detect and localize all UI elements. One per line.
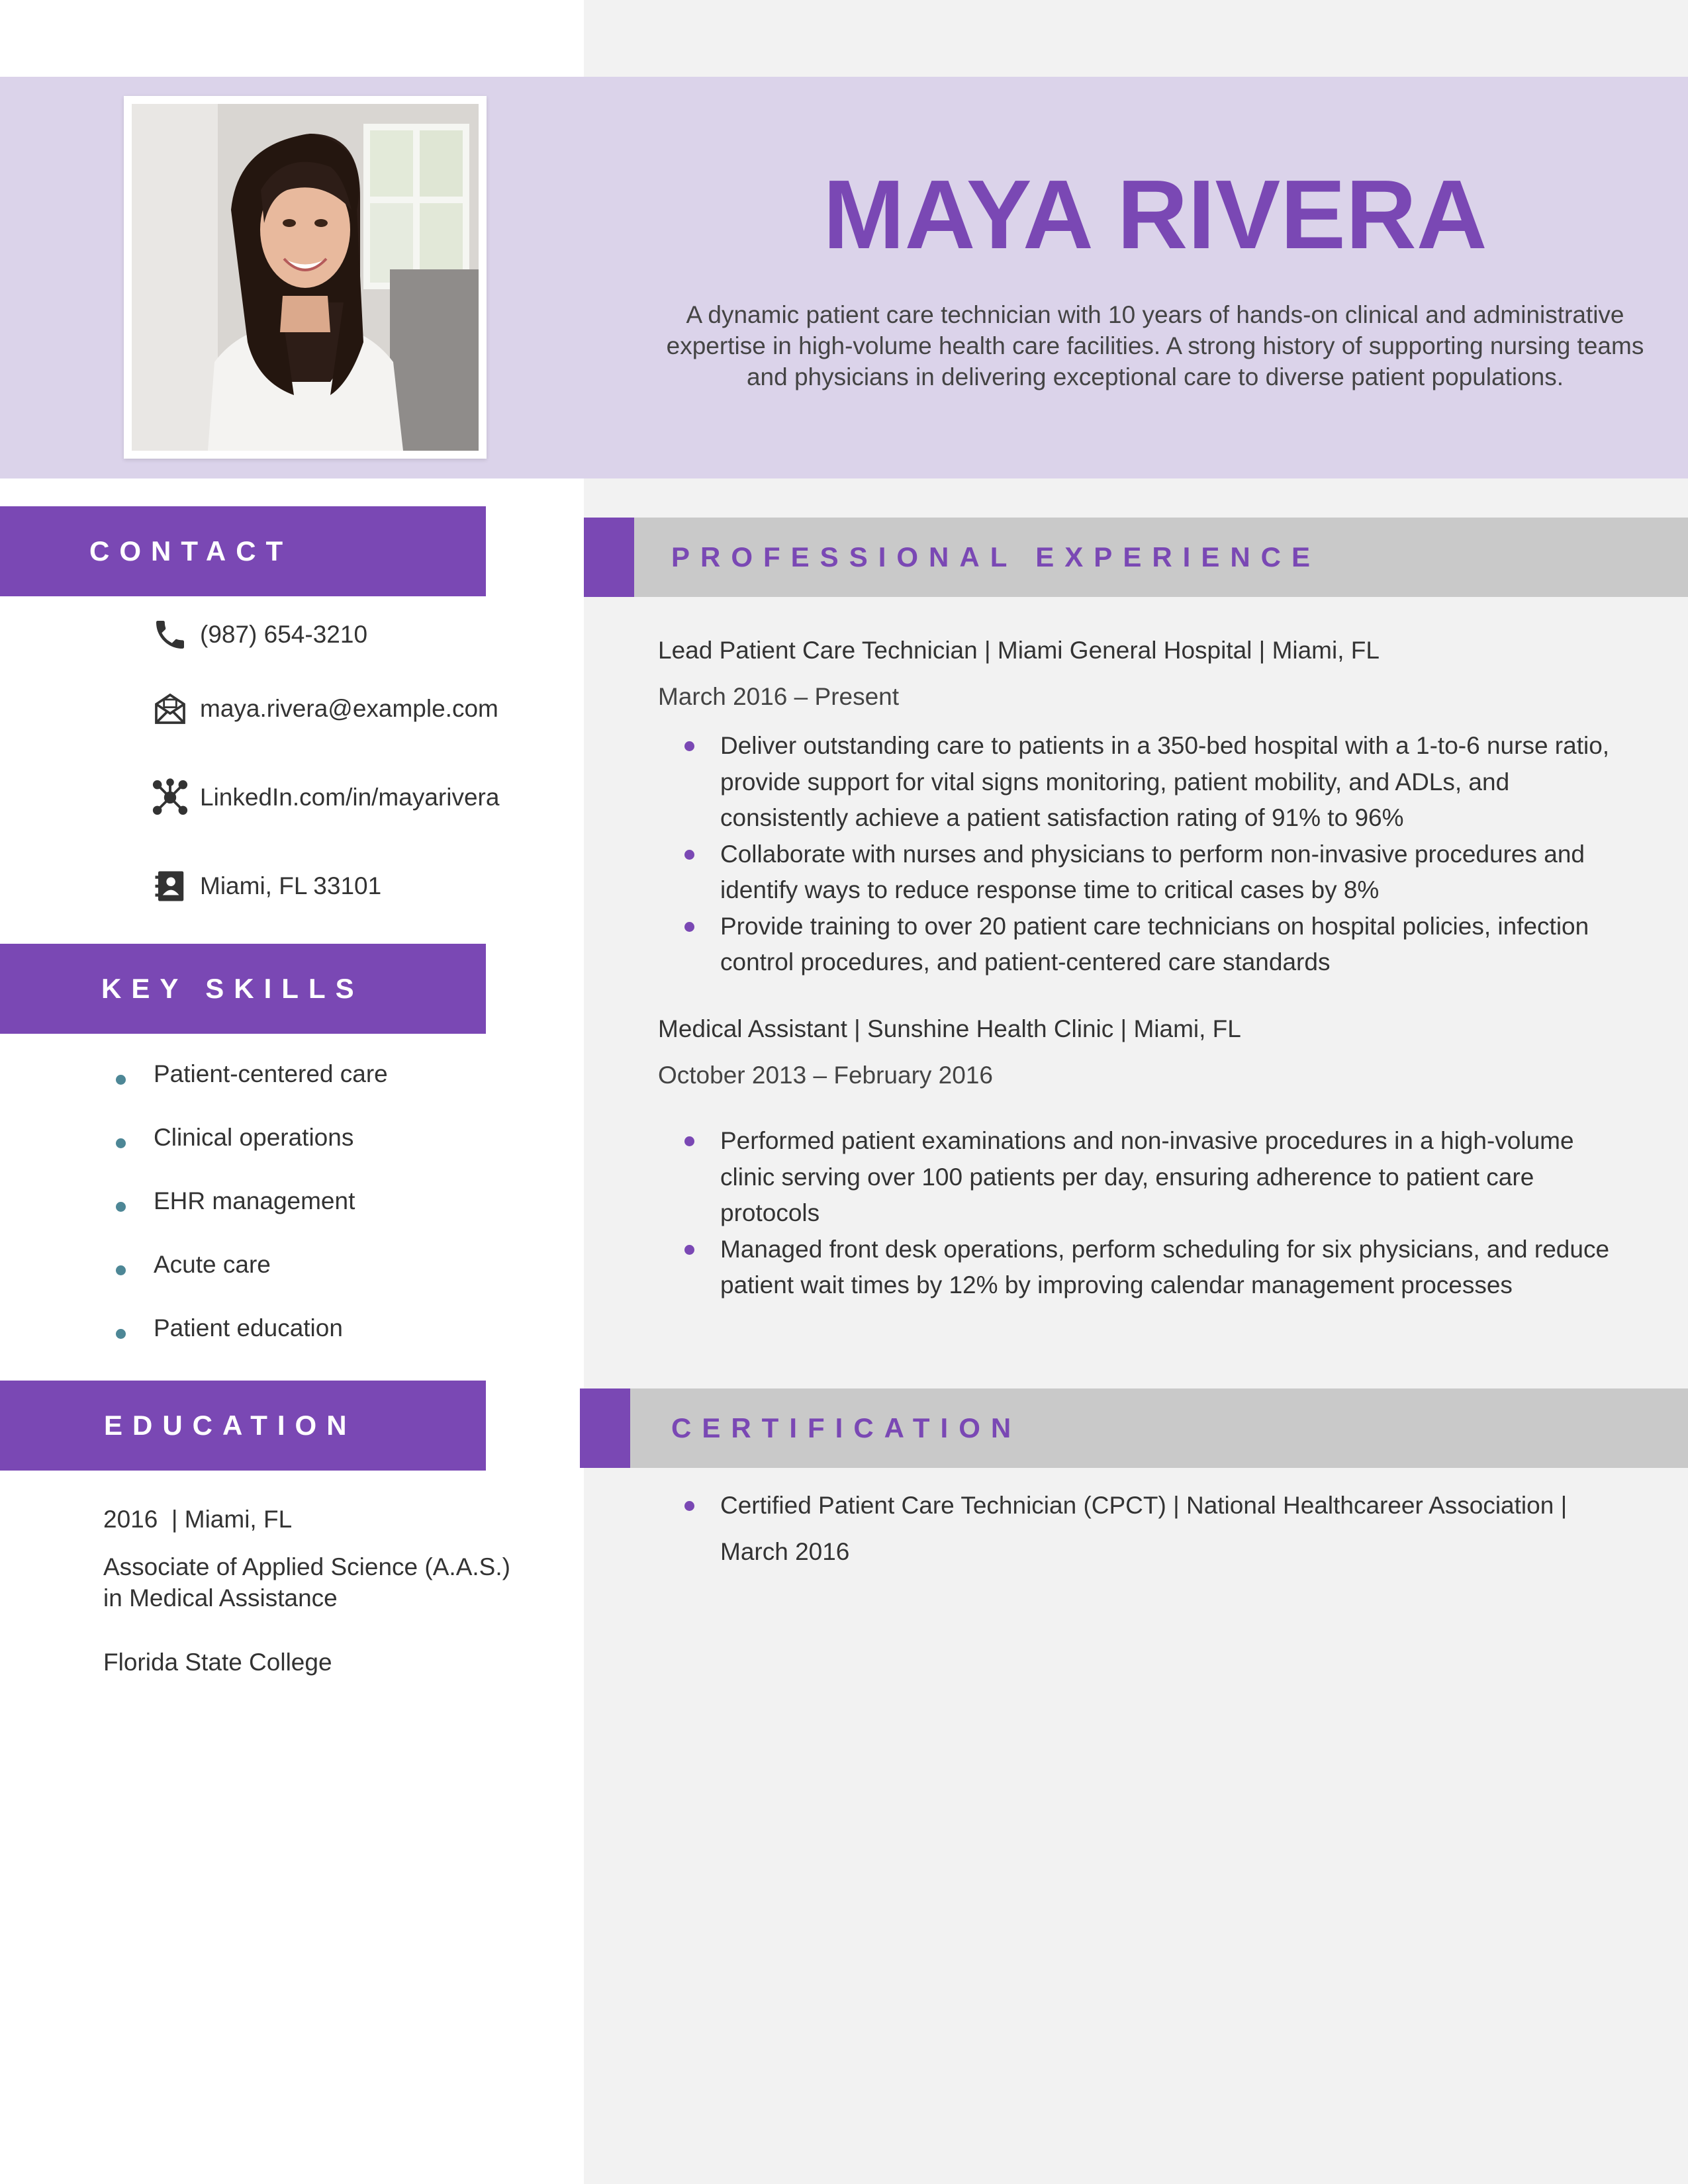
bullet-text: Provide training to over 20 patient care technicians on hospital policies, infection control procedures, and patient-centered care standards bbox=[720, 912, 1589, 976]
contact-linkedin[interactable]: LinkedIn.com/in/mayarivera bbox=[200, 784, 500, 811]
education-heading: EDUCATION bbox=[0, 1381, 486, 1471]
bullet-dot bbox=[684, 1501, 694, 1511]
contact-location-row bbox=[151, 867, 381, 905]
list-item bbox=[116, 1060, 388, 1124]
bullet-dot bbox=[116, 1075, 126, 1085]
skill-item: Clinical operations bbox=[154, 1124, 354, 1151]
contact-email[interactable]: maya.rivera@example.com bbox=[200, 695, 498, 722]
certification-section-bar bbox=[580, 1388, 1688, 1468]
professional-summary: A dynamic patient care technician with 10 years of hands-on clinical and administrative expertise in high-volume health care facilities. A strong history of supporting nursing teams and physicians in delivering exceptional care to diverse patient populations. bbox=[666, 301, 1644, 390]
network-icon bbox=[151, 778, 189, 817]
certification-item: Certified Patient Care Technician (CPCT) | National Healthcareer Association | March 2016 bbox=[720, 1492, 1568, 1565]
list-item bbox=[116, 1314, 388, 1378]
contact-linkedin-row bbox=[151, 778, 499, 817]
skills-list bbox=[116, 1060, 388, 1378]
job-dates: October 2013 – February 2016 bbox=[658, 1062, 993, 1089]
job-title: Lead Patient Care Technician | Miami General Hospital | Miami, FL bbox=[658, 637, 1380, 664]
bullet-dot bbox=[116, 1329, 126, 1339]
section-accent bbox=[580, 1388, 630, 1468]
bullet-dot bbox=[116, 1138, 126, 1148]
certification-heading: CERTIFICATION bbox=[671, 1412, 1022, 1443]
profile-photo bbox=[124, 96, 487, 459]
education-year-location: 2016 | Miami, FL bbox=[103, 1506, 293, 1533]
phone-icon bbox=[151, 615, 189, 654]
bullet-dot bbox=[116, 1265, 126, 1275]
list-item bbox=[683, 1123, 1623, 1232]
list-item bbox=[683, 1232, 1623, 1304]
education-school: Florida State College bbox=[103, 1649, 332, 1676]
list-item bbox=[116, 1187, 388, 1251]
bullet-dot bbox=[684, 741, 694, 751]
bullet-text: Deliver outstanding care to patients in a 350-bed hospital with a 1-to-6 nurse ratio, provide support for vital signs monitoring, patient mobility, and ADLs, and consistently achieve a patient satisfaction rating of 91% to 96% bbox=[720, 732, 1610, 831]
job-bullets bbox=[683, 1123, 1623, 1304]
section-accent bbox=[584, 518, 634, 597]
education-degree: Associate of Applied Science (A.A.S.) in Medical Assistance bbox=[103, 1553, 510, 1612]
bullet-dot bbox=[684, 1136, 694, 1146]
skill-item: Patient-centered care bbox=[154, 1060, 388, 1087]
list-item bbox=[683, 909, 1623, 981]
bullet-dot bbox=[116, 1202, 126, 1212]
job-bullets bbox=[683, 728, 1623, 981]
list-item bbox=[683, 1482, 1623, 1575]
candidate-name: MAYA RIVERA bbox=[823, 160, 1487, 269]
list-item bbox=[683, 837, 1623, 909]
bullet-text: Collaborate with nurses and physicians to perform non-invasive procedures and identify ways to reduce response time to critical cases by 8% bbox=[720, 840, 1585, 903]
contact-phone-row bbox=[151, 615, 367, 654]
contact-email-row bbox=[151, 690, 498, 728]
skill-item: EHR management bbox=[154, 1187, 355, 1214]
job-dates: March 2016 – Present bbox=[658, 683, 900, 710]
portrait-image bbox=[132, 104, 479, 451]
contact-phone: (987) 654-3210 bbox=[200, 621, 368, 648]
skills-heading: KEY SKILLS bbox=[0, 944, 486, 1034]
contact-location: Miami, FL 33101 bbox=[200, 872, 382, 899]
experience-section-bar bbox=[584, 518, 1688, 597]
bullet-text: Performed patient examinations and non-invasive procedures in a high-volume clinic serving over 100 patients per day, ensuring adherence to patient care protocols bbox=[720, 1127, 1574, 1226]
skill-item: Acute care bbox=[154, 1251, 271, 1278]
list-item bbox=[683, 728, 1623, 837]
bullet-dot bbox=[684, 850, 694, 860]
bullet-dot bbox=[684, 922, 694, 932]
skill-item: Patient education bbox=[154, 1314, 343, 1342]
bullet-dot bbox=[684, 1245, 694, 1255]
bullet-text: Managed front desk operations, perform scheduling for six physicians, and reduce patient wait times by 12% by improving calendar management processes bbox=[720, 1235, 1610, 1298]
contact-heading: CONTACT bbox=[0, 506, 486, 596]
envelope-icon bbox=[151, 690, 189, 728]
experience-heading: PROFESSIONAL EXPERIENCE bbox=[671, 541, 1321, 572]
address-book-icon bbox=[151, 867, 189, 905]
list-item bbox=[116, 1251, 388, 1314]
certification-list bbox=[683, 1482, 1623, 1575]
list-item bbox=[116, 1124, 388, 1187]
job-title: Medical Assistant | Sunshine Health Clinic | Miami, FL bbox=[658, 1015, 1241, 1042]
